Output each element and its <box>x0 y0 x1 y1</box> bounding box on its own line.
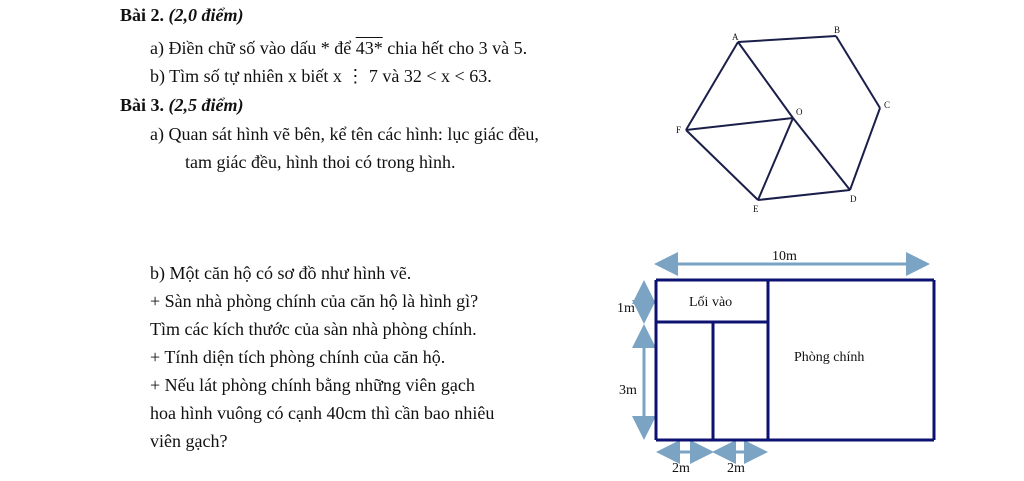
bai2-points: (2,0 điểm) <box>168 5 244 25</box>
bai3-b-line5: + Nếu lát phòng chính bằng những viên gạch <box>150 375 475 395</box>
hexagon-figure <box>670 24 890 214</box>
bai2-title <box>120 4 244 26</box>
segment-fo <box>686 118 793 130</box>
vertex-label-c: C <box>884 100 891 110</box>
bai3-b-line7: viên gạch? <box>150 431 228 451</box>
bai2-a-suffix: chia hết cho 3 và 5. <box>382 38 528 58</box>
bai3-b-line3: Tìm các kích thước của sàn nhà phòng chính. <box>150 319 477 339</box>
edge-bc <box>836 36 880 108</box>
vertex-label-a: A <box>732 32 739 42</box>
edge-ab <box>738 36 836 42</box>
bai3-b-line4: + Tính diện tích phòng chính của căn hộ. <box>150 347 446 367</box>
main-room-label: Phòng chính <box>794 350 865 365</box>
vertex-label-d: D <box>850 194 857 204</box>
bai3-b-line1: b) Một căn hộ có sơ đồ như hình vẽ. <box>150 263 412 283</box>
bai3-title <box>120 94 244 116</box>
dim-label-room-height: 3m <box>619 383 637 398</box>
bai3-points: (2,5 điểm) <box>168 95 244 115</box>
edge-de <box>758 190 850 200</box>
bai3-a-line1: a) Quan sát hình vẽ bên, kể tên các hình: lục giác đều, <box>150 124 539 144</box>
bai2-question-b: b) Tìm số tự nhiên x biết x ⋮ 7 và 32 < x < 63. <box>150 66 492 86</box>
bai3-b-line6: hoa hình vuông có cạnh 40cm thì cần bao nhiêu <box>150 403 495 423</box>
entry-label: Lối vào <box>689 295 733 310</box>
dim-label-entry-height: 1m <box>617 301 635 316</box>
vertex-label-o: O <box>796 107 803 117</box>
hexagon-lines <box>686 36 880 200</box>
vertex-label-e: E <box>753 204 759 214</box>
bai2-a-number: 43* <box>355 38 383 58</box>
bai2-label: Bài 2. <box>120 5 165 25</box>
bai3-a-line2: tam giác đều, hình thoi có trong hình. <box>185 152 456 172</box>
edge-ef <box>686 130 758 200</box>
vertex-label-b: B <box>834 25 841 35</box>
dim-label-col1: 2m <box>672 461 690 476</box>
segment-od <box>793 118 850 190</box>
edge-cd <box>850 108 880 190</box>
floor-plan <box>610 248 930 476</box>
segment-oe <box>758 118 793 200</box>
bai3-b-line2: + Sàn nhà phòng chính của căn hộ là hình gì? <box>150 291 479 311</box>
vertex-label-f: F <box>676 125 682 135</box>
dim-label-width: 10m <box>772 249 797 264</box>
bai2-question-a <box>150 37 527 59</box>
bai2-a-prefix: a) Điền chữ số vào dấu * để <box>150 38 356 58</box>
dim-label-col2: 2m <box>727 461 745 476</box>
segment-ao <box>738 42 793 118</box>
bai3-label: Bài 3. <box>120 95 165 115</box>
edge-fa <box>686 42 738 130</box>
